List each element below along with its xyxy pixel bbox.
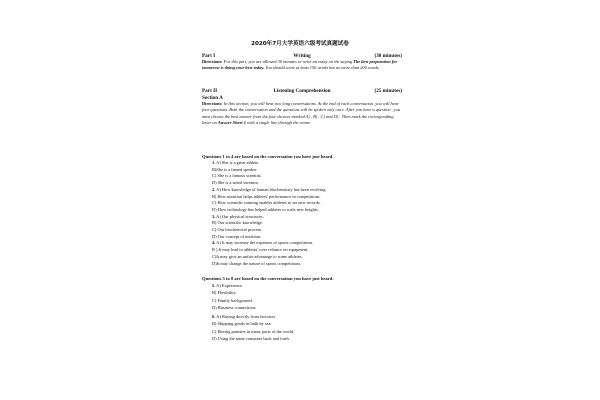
question-2-option-d: D) How technology has helped athletes to scale new heights. — [212, 206, 319, 212]
question-4-option-b: B ) It may lead to athletes' over reliance on equipment. — [212, 247, 309, 253]
question-3-number: 3. — [212, 213, 216, 219]
part1-directions-post: You should write at least 150 words but no more than 200 words. — [265, 65, 380, 71]
question-3-option-c: C) Our biochemical process. — [212, 227, 263, 232]
question-5-option-d: D) Business connections. — [212, 305, 257, 310]
question-2-option-c: C) How scientific training enables athletes to set new records. — [212, 200, 321, 206]
question-6-option-b: B) Shipping goods in bulk by sea. — [212, 321, 272, 326]
question-3-option-d: D) Our concept of nutrition. — [212, 233, 262, 239]
question-2-option-b: B) How nutrition helps athletes' performance in competitions. — [212, 193, 321, 199]
part1-directions-emph: The best preparation for tomorrow is doing your best today. — [202, 59, 398, 71]
question-6-option-d: D) Using the same container back and forth. — [212, 336, 290, 341]
part2-directions-pre: In this section, you will hear two long conversations. At the end of each conversation ,you will hear four questions. Both the conversation and the questions will be spoken only once. After you hear a question , you must choose the best answer from the four choices marked A) , B) , C) and D) . Then mark the corresponding letter on — [202, 101, 401, 126]
part1-label: Part I — [202, 53, 216, 59]
question-6-option-a: 6. A) Buying directly from factories — [212, 313, 276, 319]
question-group-1-heading: Questions 1 to 4 are based on the conversation you have just heard. — [202, 154, 334, 159]
part1-directions-label: Directions: — [202, 59, 223, 64]
question-6-number: 6. — [212, 313, 216, 319]
question-3-option-a: 3. A) Our physical structures. — [212, 213, 264, 219]
question-group-2-heading: Questions 5 to 8 are based on the conversation you have just heard. — [202, 276, 334, 281]
question-4-option-c: C)It may give an unfair advantage to some athletes. — [212, 253, 303, 259]
question-5-option-c: C) Family background. — [212, 297, 253, 303]
question-1-option-d: D) She is a noted inventor. — [212, 180, 259, 186]
question-2-number: 2. — [212, 186, 216, 192]
question-2-option-a: 2. A) How knowledge of human biochemistry has been evolving. — [212, 186, 327, 192]
document-title: 2020年7月大学英语六级考试真题试卷 — [251, 41, 349, 47]
question-4-option-d: D)It may change the nature of sports competitions. — [212, 260, 302, 266]
part1-directions-pre: For this part, you are allowed 30 minutes to write an essay on the saying — [223, 59, 353, 64]
part2-directions-label: Directions: — [202, 101, 223, 106]
question-5-option-b: B) Flexibility. — [212, 290, 237, 295]
part2-directions — [202, 101, 402, 127]
section-a-label: Section A — [202, 95, 223, 101]
question-3-option-b: B) Our scientific knowledge. — [212, 220, 263, 226]
part1-heading: Writing — [293, 53, 311, 59]
part2-label: Part II — [202, 88, 218, 94]
question-1-option-a: 1. A) She is a great athlete. — [212, 160, 260, 165]
part1-time: (30 minutes) — [374, 53, 402, 59]
part2-directions-post: with a single line through the centre. — [247, 120, 312, 126]
question-1-option-b: B)She is a famed speaker. — [212, 166, 258, 172]
question-4-number: 4. — [212, 240, 216, 246]
part1-directions — [202, 59, 402, 72]
question-6-option-c: C) Having partners in many parts of the world. — [212, 328, 295, 334]
part2-time: (25 minutes) — [374, 88, 402, 94]
question-4-option-a: 4. A) It may increase the expenses of sports competitions. — [212, 240, 314, 246]
part2-directions-emph: Answer Sheet 1 — [217, 120, 246, 126]
question-1-option-c: C) She is a famous scientist. — [212, 173, 262, 179]
question-5-number: 5. — [212, 282, 216, 288]
part2-heading: Listening Comprehension — [273, 88, 331, 94]
question-1-number: 1. — [212, 160, 216, 165]
question-5-option-a: 5. A) Experience. — [212, 282, 243, 288]
